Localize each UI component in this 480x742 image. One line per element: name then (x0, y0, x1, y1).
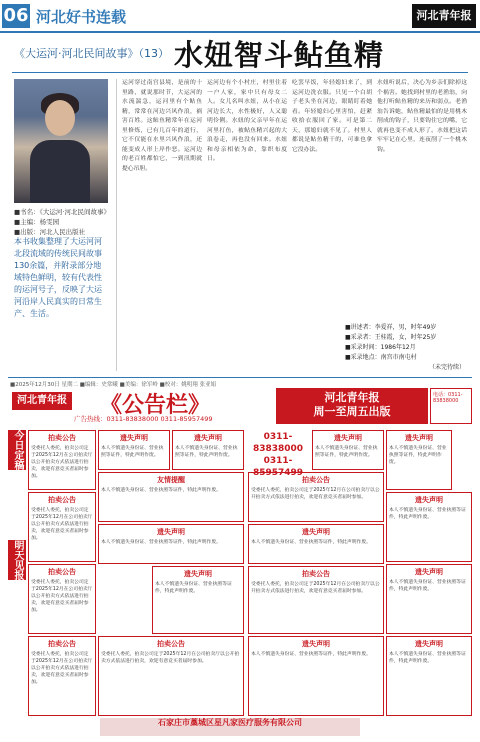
ad-block-title: 拍卖公告 (302, 570, 330, 578)
ad-block-title: 遗失声明 (194, 434, 222, 442)
section-title: 河北好书连载 (36, 8, 127, 26)
ads-publish-banner (276, 388, 428, 424)
ads-phone-2: 0311-85957499 (252, 456, 304, 478)
ad-block (248, 566, 384, 634)
ad-block-body: 本人不慎遗失身份证、营业执照等证件，特此声明作废。 (101, 446, 164, 458)
ad-block (172, 430, 244, 470)
column-divider (116, 79, 117, 371)
recorder-line: ■采录者：王桂霞，女，时年25岁 (345, 334, 437, 341)
ad-block-title: 拍卖公告 (48, 434, 76, 442)
ad-block-body: 本人不慎遗失身份证、营业执照等证件，特此声明作废。 (389, 652, 466, 664)
ad-block-body: 本人不慎遗失身份证、营业执照等证件，特此声明作废。 (175, 446, 238, 458)
ads-publish-banner-l1: 河北青年报 (324, 391, 380, 404)
book-editor-caption: ■主编：杨雯园 (14, 218, 60, 226)
ad-block (98, 472, 244, 522)
article-column-3: 吃罢早饭，年轻媳妇来了，到运河边洗衣服。只见一个白胡子老头坐在河边，眼睛盯着她看。年轻媳妇心里害怕，赶紧收拾衣服回了家。可是第二天，那媳妇就不见了。村里人都说是鲇鱼精干的，可谁也拿它没办法。 (292, 80, 372, 153)
ad-block-title: 遗失声明 (334, 434, 362, 442)
ad-block-title: 遗失声明 (415, 640, 443, 648)
ad-block-body: 受委托人委托，拍卖公司定于2025年12月在公司拍卖厅以公开拍卖方式依法进行拍卖，欢迎有意竞买者届时参加。 (31, 508, 93, 541)
ad-block-body: 受委托人委托，拍卖公司定于2025年12月在公司拍卖厅以公开拍卖方式依法进行拍卖，欢迎有意竞买者届时参加。 (31, 580, 93, 613)
ad-block (28, 564, 96, 634)
book-publisher-caption: ■出版：河北人民出版社 (14, 228, 86, 236)
ads-contact-box: 电话：0311-83838000 (430, 388, 472, 424)
record-date-line: ■采录时间：1986年12月 (345, 344, 416, 351)
ads-phone-1: 0311-83838000 (252, 432, 304, 454)
ads-brand: 河北青年报 (12, 392, 72, 410)
footer-rule (8, 377, 472, 378)
ad-block-title: 拍卖公告 (48, 640, 76, 648)
ad-block-title: 拍卖公告 (157, 640, 185, 648)
side-label-tomorrow: 明天见报 (8, 540, 26, 580)
ad-block-title: 拍卖公告 (302, 476, 330, 484)
ad-block (28, 636, 96, 716)
ad-block-title: 遗失声明 (120, 434, 148, 442)
article-headline: 水妞智斗鲇鱼精 (174, 38, 385, 72)
ad-block-body: 本人不慎遗失身份证、营业执照等证件，特此声明作废。 (389, 446, 447, 465)
side-label-today: 今日定稿 (8, 430, 26, 470)
book-title-caption: ■书名：《大运河·河北民间故事》 (14, 208, 110, 216)
article-column-1: 运河穿过南宫县境，是前的十里路，就说那时节，大运河的水流湍急，运河里有个鲇鱼精，常常在河边兴风作浪，祸害百姓。这鲇鱼精常年在运河里修炼，已有几百年的道行，它不仅能在水里兴风作浪，还能变成人形上岸作恶。运河边的老百姓都怕它，一到汛期就提心吊胆。 (122, 80, 202, 172)
ad-block-body: 受委托人委托，拍卖公司定于2025年12月在公司拍卖厅以公开拍卖方式依法进行拍卖，欢迎有意竞买者届时参加。 (101, 652, 240, 664)
book-cover-figure (30, 140, 90, 203)
ad-block-title: 遗失声明 (302, 528, 330, 536)
ad-block-title: 遗失声明 (157, 528, 185, 536)
storyteller-info (345, 323, 465, 373)
ad-block-body: 本人不慎遗失身份证、营业执照等证件，特此声明作废。 (251, 652, 371, 657)
storyteller-line: ■讲述者：李爱祥，男，时年49岁 (345, 324, 437, 331)
ads-bottom-banner: 石家庄市藁城区星凡家医疗服务有限公司 (100, 718, 360, 736)
ad-block-body: 本人不慎遗失身份证、营业执照等证件，特此声明作废。 (389, 508, 466, 520)
ad-block-body: 本人不慎遗失身份证、营业执照等证件，特此声明作废。 (155, 582, 232, 594)
ad-block-title: 遗失声明 (405, 434, 433, 442)
ad-block-body: 受委托人委托，拍卖公司定于2025年12月在公司拍卖厅以公开拍卖方式依法进行拍卖，欢迎有意竞买者届时参加。 (251, 488, 380, 500)
ad-block-body: 本人不慎遗失身份证、营业执照等证件，特此声明作废。 (315, 446, 378, 458)
ad-block-title: 遗失声明 (302, 640, 330, 648)
ad-block (386, 636, 472, 716)
page-footer-meta: ■2025年12月30日 星期二 ■编辑：史常曦 ■美编：徐军岭 ■校对：姚明翔 张亚娟 (10, 382, 217, 388)
ad-block (386, 430, 452, 490)
ad-block-title: 拍卖公告 (48, 496, 76, 504)
ad-block-body: 本人不慎遗失身份证、营业执照等证件，特此声明作废。 (101, 540, 221, 545)
ad-block (152, 566, 244, 634)
ad-block (248, 636, 384, 716)
ad-block (28, 430, 96, 490)
book-intro: 本书收集整理了大运河河北段流域的传统民间故事130余篇，并附录部分地域特色鲜明，较有代表性的运河号子，反映了大运河沿岸人民真实的日常生产、生活。 (14, 237, 102, 318)
ad-block (386, 564, 472, 634)
ad-block (28, 492, 96, 562)
ad-block (312, 430, 384, 470)
ad-block-body: 受委托人委托，拍卖公司定于2025年12月在公司拍卖厅以公开拍卖方式依法进行拍卖，欢迎有意竞买者届时参加。 (31, 446, 93, 479)
ad-block-title: 拍卖公告 (48, 568, 76, 576)
ad-block-body: 本人不慎遗失身份证、营业执照等证件，特此声明作废。 (389, 580, 466, 592)
article-column-2: 运河边有个小村庄，村里住着一户人家，家中只有母女二人。女儿名叫水妞，从小在运河边长大，水性极好，人又聪明伶俐。水妞的父亲早年在运河里打鱼，被鲇鱼精兴起的大浪卷走，再也没有回来。水妞和母亲相依为命，靠织布度日。 (207, 80, 287, 162)
ad-block-body: 受委托人委托，拍卖公司定于2025年12月在公司拍卖厅以公开拍卖方式依法进行拍卖，欢迎有意竞买者届时参加。 (251, 582, 380, 594)
record-place-line: ■采录地点：南宫市南屯村 (345, 354, 417, 361)
ad-block (98, 636, 244, 716)
ad-block (248, 524, 384, 564)
ad-block (98, 524, 244, 564)
ad-block-title: 遗失声明 (415, 496, 443, 504)
ad-block (248, 472, 384, 522)
ad-block-title: 友情提醒 (157, 476, 185, 484)
ad-block-body: 受委托人委托，拍卖公司定于2025年12月在公司拍卖厅以公开拍卖方式依法进行拍卖，欢迎有意竞买者届时参加。 (31, 652, 93, 685)
article-column-4: 水妞听说后，决心为乡亲们除掉这个祸害。她找到村里的老渔翁，向他打听鲇鱼精的来历和弱点。老渔翁告诉她，鲇鱼精最怕的是用桃木削成的钩子，只要钩住它的嘴，它就再也变不成人形了。水妞把这话牢牢记在心里，连夜削了一个桃木钩。 (377, 80, 467, 153)
ads-hotline: 广告热线：0311-83838000 0311-85957499 (74, 415, 213, 423)
series-tag: 《大运河·河北民间故事》（13） (14, 47, 169, 60)
page-number: 06 (3, 5, 29, 26)
ad-block-body: 本人不慎遗失身份证、营业执照等证件，特此声明作废。 (101, 488, 221, 493)
book-cover-figure-face (45, 100, 75, 136)
to-be-continued: （未完待续） (428, 364, 465, 371)
ad-block-title: 遗失声明 (184, 570, 212, 578)
ad-block-title: 遗失声明 (415, 568, 443, 576)
ad-block-body: 本人不慎遗失身份证、营业执照等证件，特此声明作废。 (251, 540, 371, 545)
ad-block (386, 492, 472, 562)
ads-bulletin-title: 《公告栏》 (100, 393, 211, 418)
ad-block (98, 430, 170, 470)
ads-publish-banner-l2: 周一至周五出版 (313, 405, 391, 418)
newspaper-logo: 河北青年报 (412, 4, 476, 28)
headline-rule (12, 72, 468, 73)
